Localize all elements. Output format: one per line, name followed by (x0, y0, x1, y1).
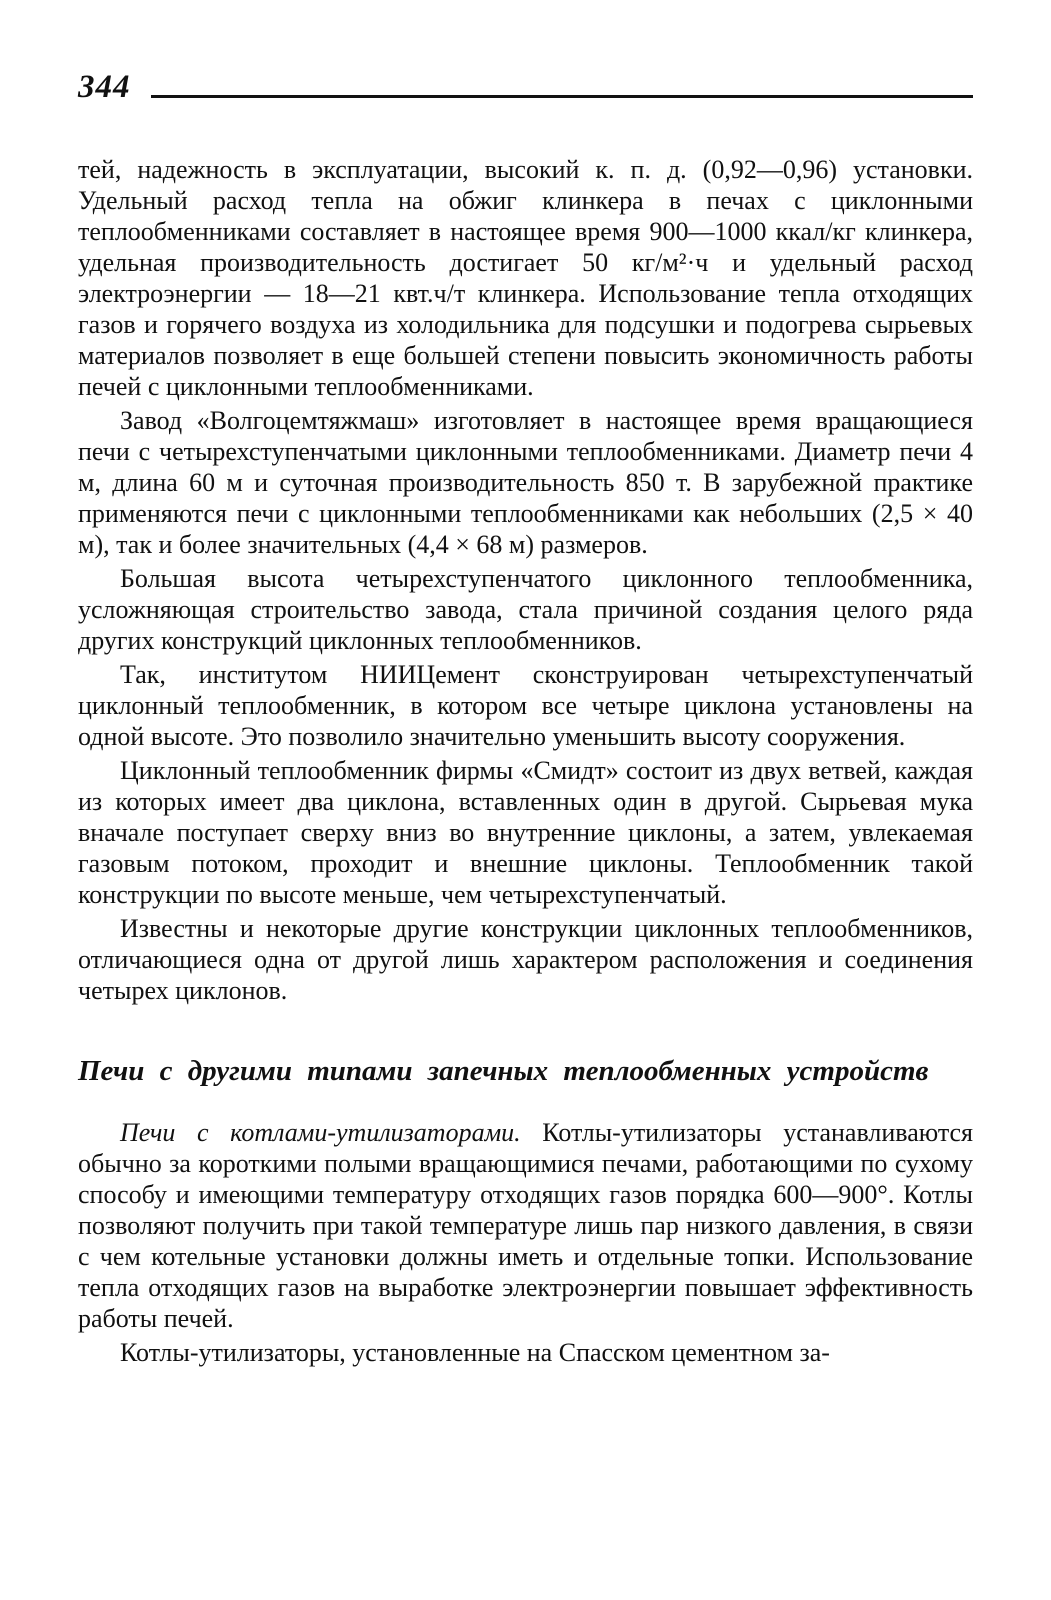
paragraph: Циклонный теплообменник фирмы «Смидт» состоит из двух ветвей, каждая из которых имеет два циклона, вставленных один в другой. Сырьевая мука вначале поступает сверху вниз во внутренние циклоны, а затем, увлекаемая газовым потоком, проходит и внешние циклоны. Теплообменник такой конструкции по высоте меньше, чем четырехступенчатый. (78, 756, 973, 909)
page-number: 344 (78, 69, 131, 105)
header-rule (151, 95, 974, 98)
paragraph-text: Котлы-утилизаторы устанавливаются обычно за короткими полыми вращающимися печами, работающими по сухому способу и имеющими температуру отходящих газов порядка 600—900°. Котлы позволяют получить при такой температуре лишь пар низкого давления, в связи с чем котельные установки должны иметь и отдельные топки. Использование тепла отходящих газов на выработке электроэнергии повышает эффективность работы печей. (78, 1118, 973, 1333)
paragraph: тей, надежность в эксплуатации, высокий к. п. д. (0,92—0,96) установки. Удельный расход тепла на обжиг клинкера в печах с циклонными теплообменниками составляет в настоящее время 900—1000 ккал/кг клинкера, удельная производительность достигает 50 кг/м²·ч и удельный расход электроэнергии — 18—21 квт.ч/т клинкера. Использование тепла отходящих газов и горячего воздуха из холодильника для подсушки и подогрева сырьевых материалов позволяет в еще большей степени повысить экономичность работы печей с циклонными теплообменниками. (78, 155, 973, 401)
section-heading: Печи с другими типами запечных теплообменных устройств (78, 1055, 929, 1087)
paragraph-subheading: Печи с котлами-утилизаторами. (120, 1118, 521, 1147)
paragraph: Большая высота четырехступенчатого циклонного теплообменника, усложняющая строительство завода, стала причиной создания целого ряда других конструкций циклонных теплообменников. (78, 564, 973, 655)
body-text (78, 154, 973, 1006)
paragraph-with-subheading (78, 1117, 973, 1334)
paragraph: Так, институтом НИИЦемент сконструирован четырехступенчатый циклонный теплообменник, в котором все четыре циклона установлены на одной высоте. Это позволило значительно уменьшить высоту сооружения. (78, 660, 973, 751)
paragraph: Завод «Волгоцемтяжмаш» изготовляет в настоящее время вращающиеся печи с четырехступенчатыми циклонными теплообменниками. Диаметр печи 4 м, длина 60 м и суточная производительность 850 т. В зарубежной практике применяются печи с циклонными теплообменниками как небольших (2,5 × 40 м), так и более значительных (4,4 × 68 м) размеров. (78, 406, 973, 559)
page-header (78, 60, 973, 104)
paragraph: Котлы-утилизаторы, установленные на Спасском цементном за- (120, 1338, 830, 1367)
section-text (78, 1117, 973, 1368)
paragraph: Известны и некоторые другие конструкции циклонных теплообменников, отличающиеся одна от другой лишь характером расположения и соединения четырех циклонов. (78, 914, 973, 1005)
book-page (78, 60, 973, 1368)
